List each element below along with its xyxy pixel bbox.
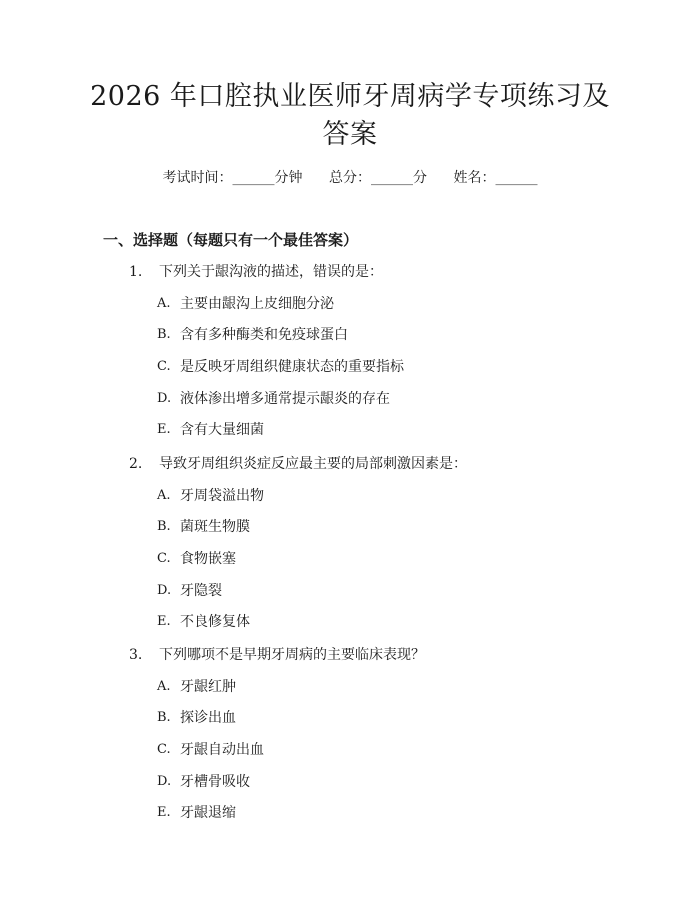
option-letter: A.	[157, 488, 171, 503]
exam-time-field: 考试时间：______分钟	[162, 170, 303, 186]
page-title: 2026 年口腔执业医师牙周病学专项练习及答案	[90, 81, 610, 150]
option-text: 探诊出血	[180, 710, 236, 726]
option-text: 是反映牙周组织健康状态的重要指标	[180, 359, 404, 375]
option-letter: B.	[157, 327, 171, 342]
option-text: 牙龈红肿	[180, 679, 236, 695]
question-number: 3.	[129, 647, 143, 663]
option-letter: D.	[157, 774, 172, 789]
total-score-field: 总分：______分	[329, 170, 427, 186]
question-number: 1.	[129, 264, 143, 280]
question-text: 导致牙周组织炎症反应最主要的局部刺激因素是：	[159, 456, 467, 472]
question-number: 2.	[129, 456, 143, 472]
question-text: 下列关于龈沟液的描述，错误的是：	[159, 264, 383, 280]
option-letter: B.	[157, 519, 171, 534]
option-text: 牙龈退缩	[180, 805, 236, 821]
option-text: 含有大量细菌	[180, 422, 264, 438]
exam-info-row	[0, 168, 700, 188]
option-letter: D.	[157, 391, 172, 406]
option-text: 牙隐裂	[180, 583, 222, 599]
option-letter: E.	[157, 614, 171, 629]
option-text: 牙槽骨吸收	[180, 774, 250, 790]
option-text: 液体渗出增多通常提示龈炎的存在	[180, 391, 390, 407]
option-letter: A.	[157, 679, 171, 694]
option-letter: C.	[157, 742, 171, 757]
option-text: 食物嵌塞	[180, 551, 236, 567]
option-text: 牙龈自动出血	[180, 742, 264, 758]
name-field: 姓名：______	[453, 170, 538, 186]
option-letter: C.	[157, 359, 171, 374]
option-text: 主要由龈沟上皮细胞分泌	[180, 296, 334, 312]
option-letter: E.	[157, 805, 171, 820]
option-letter: C.	[157, 551, 171, 566]
option-text: 菌斑生物膜	[180, 519, 250, 535]
section-heading: 一、选择题（每题只有一个最佳答案）	[103, 231, 359, 249]
option-letter: A.	[157, 296, 171, 311]
option-text: 不良修复体	[180, 614, 250, 630]
option-letter: B.	[157, 710, 171, 725]
option-text: 牙周袋溢出物	[180, 488, 264, 504]
question-text: 下列哪项不是早期牙周病的主要临床表现？	[159, 647, 425, 663]
option-letter: E.	[157, 422, 171, 437]
option-text: 含有多种酶类和免疫球蛋白	[180, 327, 348, 343]
option-letter: D.	[157, 583, 172, 598]
